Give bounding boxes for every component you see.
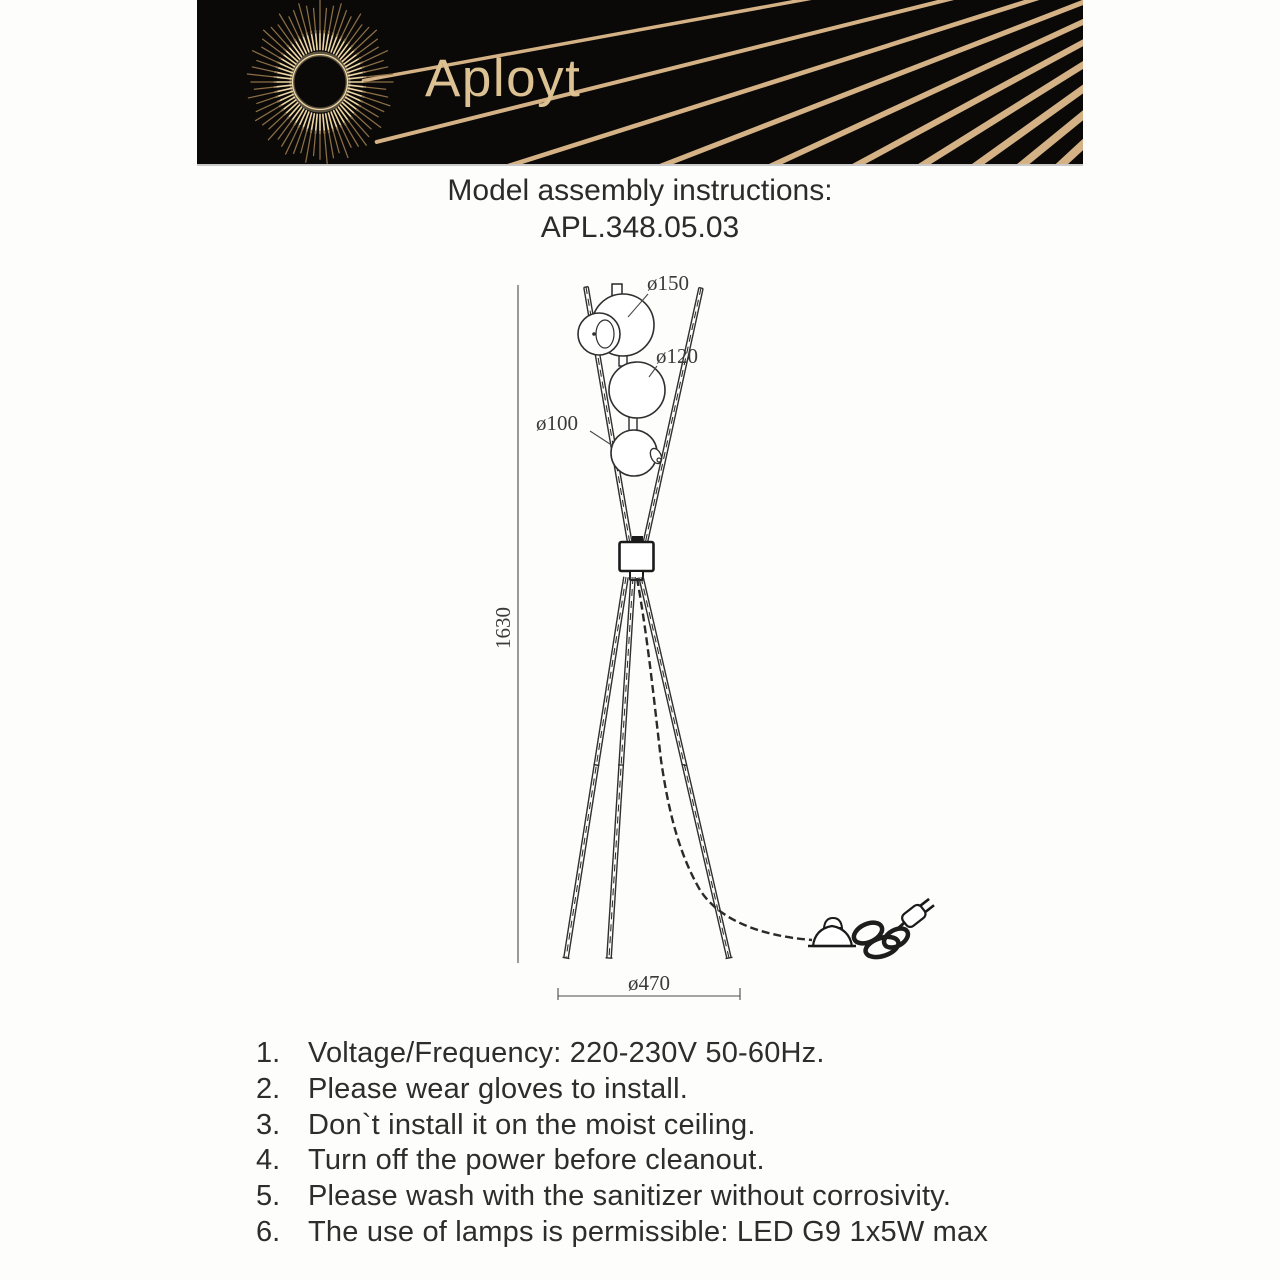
power-cord: [637, 578, 812, 940]
instruction-text: Turn off the power before cleanout.: [308, 1144, 765, 1177]
instruction-item: [256, 1143, 1116, 1179]
instruction-number: 4.: [256, 1144, 281, 1177]
instruction-number: 3.: [256, 1108, 281, 1141]
instruction-item: [256, 1215, 1116, 1251]
cord-coil: [851, 919, 912, 961]
hub-block: [620, 542, 654, 571]
lamp-assembly-diagram: [480, 258, 980, 1018]
dim-label-height: 1630: [491, 607, 515, 649]
instruction-item: [256, 1179, 1116, 1215]
header-banner: [197, 0, 1083, 166]
foot-switch: [813, 926, 852, 946]
instruction-item: [256, 1036, 1116, 1072]
instruction-item: [256, 1072, 1116, 1108]
instruction-number: 5.: [256, 1180, 281, 1213]
instruction-text: Don`t install it on the moist ceiling.: [308, 1108, 756, 1141]
dim-label-mid-sphere: ø120: [656, 344, 698, 368]
lamp-sphere-120: [609, 362, 665, 418]
instruction-text: Please wear gloves to install.: [308, 1072, 688, 1105]
page-title: [0, 172, 1280, 246]
page-title-line1: Model assembly instructions:: [447, 174, 833, 207]
dim-label-base: ø470: [628, 971, 670, 995]
dim-label-top-sphere: ø150: [647, 271, 689, 295]
page-title-line2: APL.348.05.03: [540, 211, 740, 244]
instruction-text: Voltage/Frequency: 220-230V 50-60Hz.: [308, 1037, 825, 1069]
banner-decor: [197, 0, 1083, 164]
instruction-list: [256, 1036, 1116, 1251]
instruction-number: 1.: [256, 1037, 281, 1069]
brand-logo-text: Aployt: [425, 49, 582, 108]
instruction-text: The use of lamps is permissible: LED G9 1x5W max: [308, 1215, 989, 1248]
instruction-item: [256, 1108, 1116, 1144]
instruction-text: Please wash with the sanitizer without corrosivity.: [308, 1180, 952, 1213]
power-plug: [900, 896, 936, 929]
instruction-number: 6.: [256, 1215, 281, 1248]
dim-label-bottom-sphere: ø100: [536, 411, 578, 435]
instruction-number: 2.: [256, 1072, 281, 1105]
